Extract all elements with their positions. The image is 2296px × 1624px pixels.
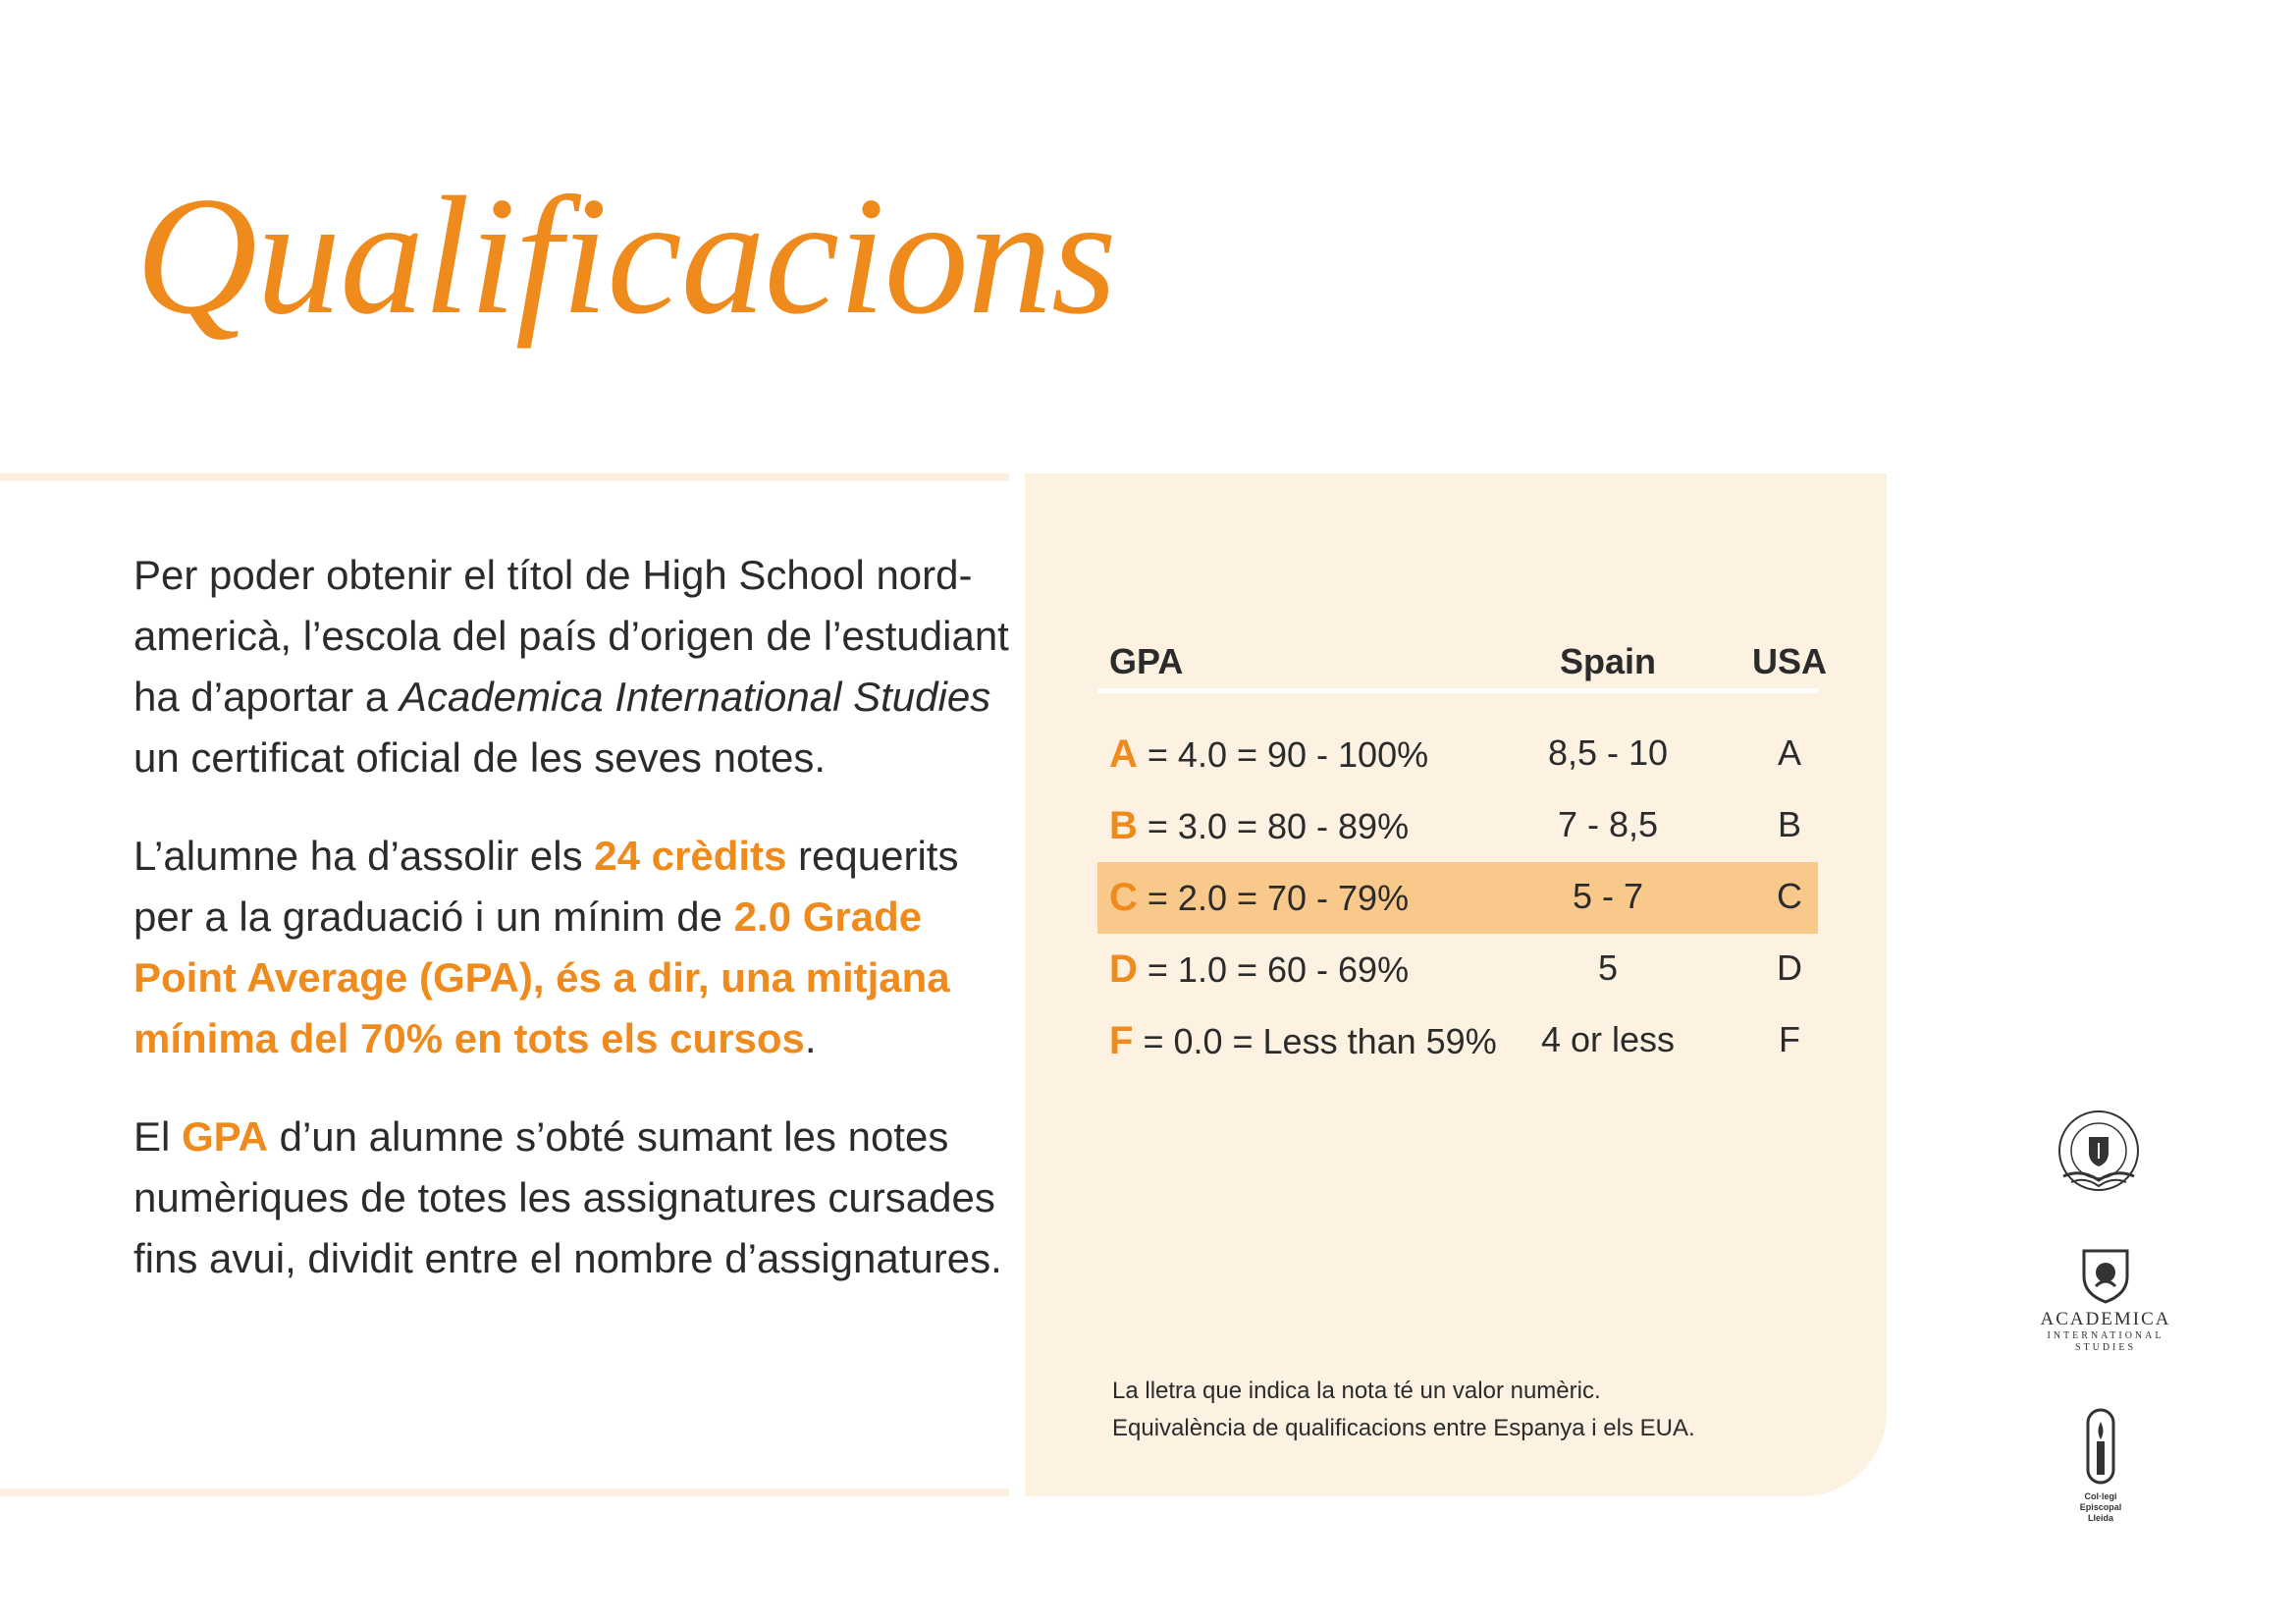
usa-cell: D [1777, 947, 1802, 988]
spain-cell: 5 [1597, 947, 1619, 988]
spain-cell: 5 - 7 [1572, 876, 1644, 916]
footnote-line-2: Equivalència de qualificacions entre Espanya i els EUA. [1112, 1415, 1695, 1441]
usa-cell: A [1777, 732, 1801, 773]
gpa-cell [1109, 947, 1409, 992]
grade-letter: A [1109, 732, 1138, 776]
spain-cell: 4 or less [1540, 1019, 1676, 1059]
gpa-range: = 4.0 = 90 - 100% [1137, 734, 1429, 775]
gpa-cell [1109, 876, 1409, 920]
page-title: Qualificacions [135, 163, 1116, 350]
usa-cell: F [1779, 1019, 1800, 1059]
footnote-line-1: La lletra que indica la nota té un valor numèric. [1112, 1378, 1601, 1404]
gpa-cell [1109, 804, 1409, 848]
academica-shield-icon [2037, 1247, 2174, 1304]
academica-logo [2037, 1247, 2174, 1354]
grade-letter: B [1109, 804, 1138, 847]
grade-equivalence-table [1097, 633, 1827, 1077]
gpa-range: = 1.0 = 60 - 69% [1137, 949, 1410, 990]
academica-sub-2: STUDIES [2074, 1342, 2137, 1353]
p3-text-a: El [133, 1113, 183, 1160]
header-spain: Spain [1559, 641, 1656, 681]
episcopal-caption-1: Col·legi Episcopal [2079, 1491, 2122, 1512]
spain-cell: 8,5 - 10 [1547, 732, 1669, 773]
somerset-crest-icon [2052, 1108, 2146, 1202]
academica-wordmark: ACADEMICA [2040, 1309, 2171, 1329]
p2-text-a: L’alumne ha d’assolir els [133, 833, 595, 879]
table-header [1097, 633, 1827, 693]
episcopal-candle-icon [2066, 1404, 2135, 1487]
grade-letter: D [1109, 947, 1138, 991]
table-row [1097, 790, 1818, 862]
table-row-highlighted [1097, 862, 1818, 934]
p2-text-b: requerits per a la graduació i un mínim de [133, 833, 959, 940]
usa-cell: B [1777, 804, 1801, 844]
table-footnote [1112, 1373, 1695, 1447]
table-row [1097, 934, 1818, 1005]
table-row [1097, 1005, 1818, 1077]
p2-highlight-gpa: 2.0 Grade Point Average (GPA), és a dir, una mitjana mínima del 70% en tots els cursos [133, 893, 950, 1061]
episcopal-logo [2066, 1404, 2135, 1524]
p3-highlight-gpa: GPA [182, 1113, 268, 1160]
p1-italic: Academica International Studies [399, 674, 991, 720]
header-gpa: GPA [1109, 641, 1184, 681]
p1-text-a: Per poder obtenir el títol de High School nord-americà, l’escola del país d’origen de l’estudiant ha d’aportar a [133, 552, 1009, 720]
top-divider [0, 473, 1009, 481]
p1-text-b: un certificat oficial de les seves notes. [133, 734, 827, 781]
p2-highlight-credits: 24 crèdits [594, 833, 787, 879]
gpa-range: = 0.0 = Less than 59% [1133, 1021, 1497, 1061]
gpa-cell [1109, 1019, 1497, 1063]
paragraph-1 [133, 545, 1017, 788]
spain-cell: 7 - 8,5 [1557, 804, 1659, 844]
paragraph-3 [133, 1107, 1017, 1289]
usa-cell: C [1777, 876, 1802, 916]
somerset-academy-logo [2052, 1108, 2146, 1202]
gpa-cell [1109, 732, 1428, 777]
grade-letter: F [1109, 1019, 1134, 1062]
episcopal-caption-2: Lleida [2087, 1513, 2113, 1523]
p2-text-c: . [804, 1015, 817, 1061]
p3-text-b: d’un alumne s’obté sumant les notes numèriques de totes les assignatures cursades fins avui, dividit entre el nombre d’assignatures. [133, 1113, 1002, 1281]
gpa-range: = 2.0 = 70 - 79% [1137, 878, 1410, 918]
intro-text [133, 545, 1017, 1326]
paragraph-2 [133, 826, 1017, 1069]
grade-letter: C [1109, 876, 1138, 919]
table-row [1097, 719, 1818, 790]
header-usa: USA [1751, 641, 1827, 681]
academica-sub-1: INTERNATIONAL [2047, 1330, 2164, 1341]
bottom-divider [0, 1489, 1009, 1496]
gpa-range: = 3.0 = 80 - 89% [1137, 806, 1410, 846]
